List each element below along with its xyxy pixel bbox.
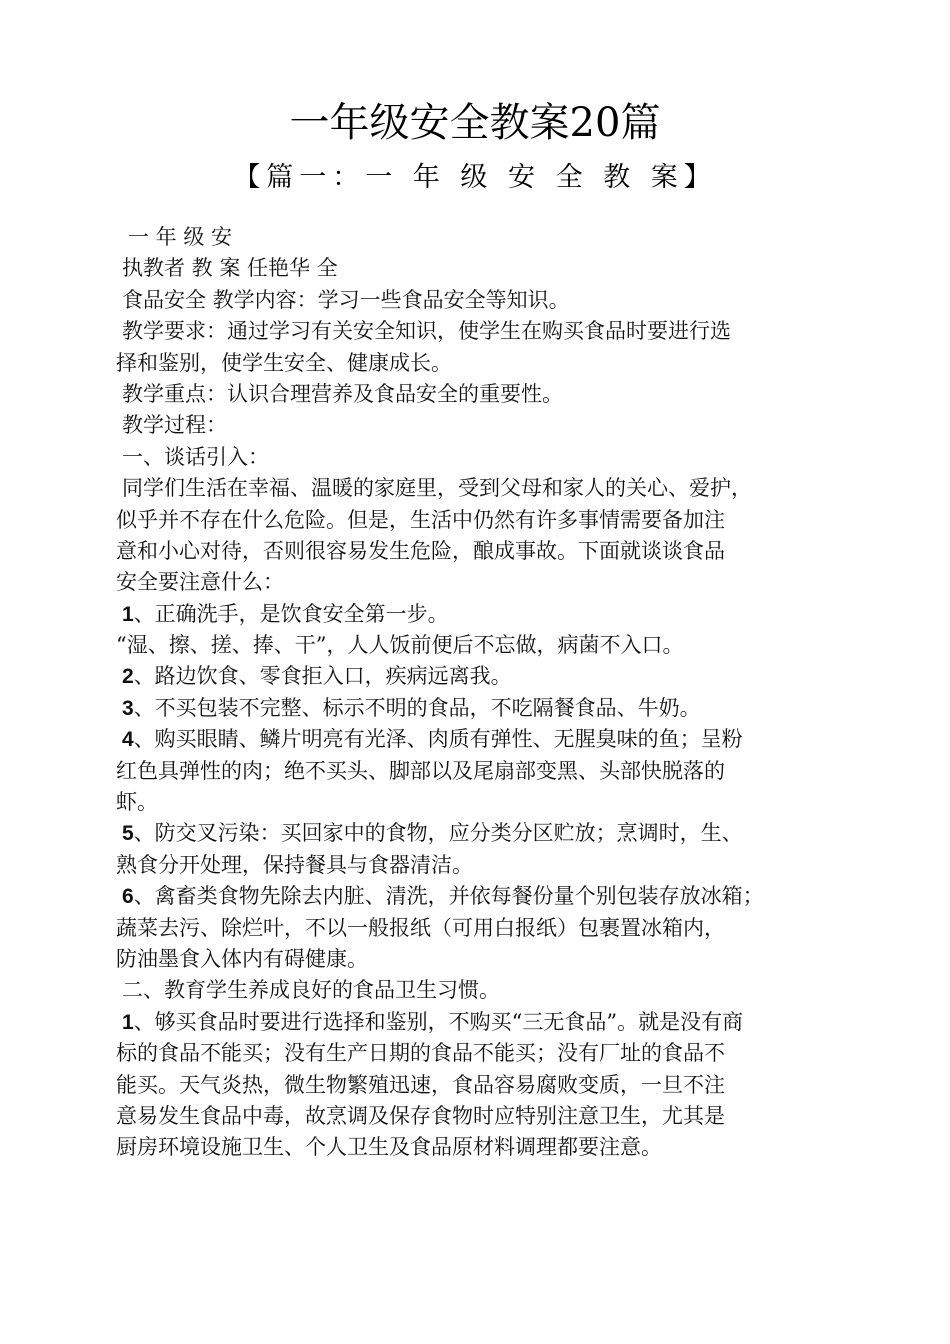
paragraph-line <box>116 630 876 661</box>
line-text: 教学要求：通过学习有关安全知识，使学生在购买食品时要进行选 <box>122 319 731 344</box>
line-text: 、禽畜类食物先除去内脏、清洗，并依每餐份量个别包装存放冰箱； <box>133 884 764 909</box>
line-text: 执教者 教 案 任艳华 全 <box>122 256 338 281</box>
paragraph-line <box>116 1070 876 1101</box>
paragraph-line <box>116 379 876 410</box>
paragraph-line <box>116 1132 876 1163</box>
paragraph-line <box>116 442 876 473</box>
line-text: 虾。 <box>116 790 158 815</box>
line-text: 厨房环境设施卫生、个人卫生及食品原材料调理都要注意。 <box>116 1135 662 1160</box>
list-number: 5 <box>122 822 134 846</box>
line-text: 熟食分开处理，保持餐具与食器清洁。 <box>116 852 473 877</box>
paragraph-line <box>116 661 876 692</box>
line-text: 意和小心对待，否则很容易发生危险，酿成事故。下面就谈谈食品 <box>116 538 725 563</box>
paragraph-line <box>116 473 876 504</box>
line-text: 、正确洗手，是饮食安全第一步。 <box>133 601 449 626</box>
line-text: 同学们生活在幸福、温暖的家庭里，受到父母和家人的关心、爱护， <box>122 476 752 501</box>
line-text: 、购买眼睛、鳞片明亮有光泽、肉质有弹性、无腥臭味的鱼；呈粉 <box>133 727 743 752</box>
document-body <box>116 222 876 1164</box>
document-title: 一年级安全教案20篇 <box>289 100 661 146</box>
paragraph-line <box>116 599 876 630</box>
line-text: 能买。天气炎热，微生物繁殖迅速，食品容易腐败变质，一旦不注 <box>116 1072 725 1097</box>
paragraph-line <box>116 567 876 598</box>
paragraph-line <box>116 787 876 818</box>
paragraph-line <box>116 850 876 881</box>
line-text: 标的食品不能买；没有生产日期的食品不能买；没有厂址的食品不 <box>116 1041 725 1066</box>
list-number: 3 <box>122 696 134 720</box>
line-text: 、不买包装不完整、标示不明的食品，不吃隔餐食品、牛奶。 <box>133 695 701 720</box>
paragraph-line <box>116 693 876 724</box>
paragraph-line <box>116 316 876 347</box>
paragraph-line <box>116 913 876 944</box>
paragraph-line <box>116 756 876 787</box>
line-text: 二、教育学生养成良好的食品卫生习惯。 <box>122 978 500 1003</box>
line-text: 意易发生食品中毒，故烹调及保存食物时应特别注意卫生，尤其是 <box>116 1103 725 1128</box>
paragraph-line <box>116 975 876 1006</box>
list-number: 1 <box>122 602 134 626</box>
paragraph-line <box>116 222 876 253</box>
line-text: 防油墨食入体内有碍健康。 <box>116 946 368 971</box>
list-number: 2 <box>122 665 134 689</box>
paragraph-line <box>116 505 876 536</box>
list-number: 4 <box>122 728 134 752</box>
paragraph-line <box>116 881 876 912</box>
line-text: 红色具弹性的肉；绝不买头、脚部以及尾扇部变黑、头部快脱落的 <box>116 758 725 783</box>
paragraph-line <box>116 536 876 567</box>
document-subtitle: 【篇一：一 年 级 安 全 教 案】 <box>233 162 717 193</box>
paragraph-line <box>116 818 876 849</box>
paragraph-line <box>116 1101 876 1132</box>
line-text: 一 年 级 安 <box>128 225 233 249</box>
line-text: 安全要注意什么： <box>116 570 284 595</box>
line-text: 似乎并不存在什么危险。但是，生活中仍然有许多事情需要备加注 <box>116 507 725 532</box>
paragraph-line <box>116 724 876 755</box>
list-number: 1 <box>122 1010 134 1034</box>
line-text: “湿、擦、搓、捧、干”，人人饭前便后不忘做，病菌不入口。 <box>116 633 684 658</box>
line-text: 食品安全 教学内容：学习一些食品安全等知识。 <box>122 287 570 312</box>
list-number: 6 <box>122 885 134 909</box>
paragraph-line <box>116 410 876 441</box>
paragraph-line <box>116 1038 876 1069</box>
paragraph-line <box>116 348 876 379</box>
line-text: 、防交叉污染：买回家中的食物，应分类分区贮放；烹调时，生、 <box>133 821 743 846</box>
line-text: 教学重点：认识合理营养及食品安全的重要性。 <box>122 381 563 406</box>
paragraph-line <box>116 1007 876 1038</box>
line-text: 一、谈话引入： <box>122 444 269 469</box>
line-text: 择和鉴别，使学生安全、健康成长。 <box>116 350 452 375</box>
paragraph-line <box>116 944 876 975</box>
paragraph-line <box>116 285 876 316</box>
line-text: 、够买食品时要进行选择和鉴别，不购买“三无食品”。就是没有商 <box>133 1009 744 1034</box>
paragraph-line <box>116 253 876 284</box>
line-text: 、路边饮食、零食拒入口，疾病远离我。 <box>133 664 512 689</box>
line-text: 教学过程： <box>122 413 227 438</box>
line-text: 蔬菜去污、除烂叶，不以一般报纸（可用白报纸）包裹置冰箱内， <box>116 915 725 940</box>
